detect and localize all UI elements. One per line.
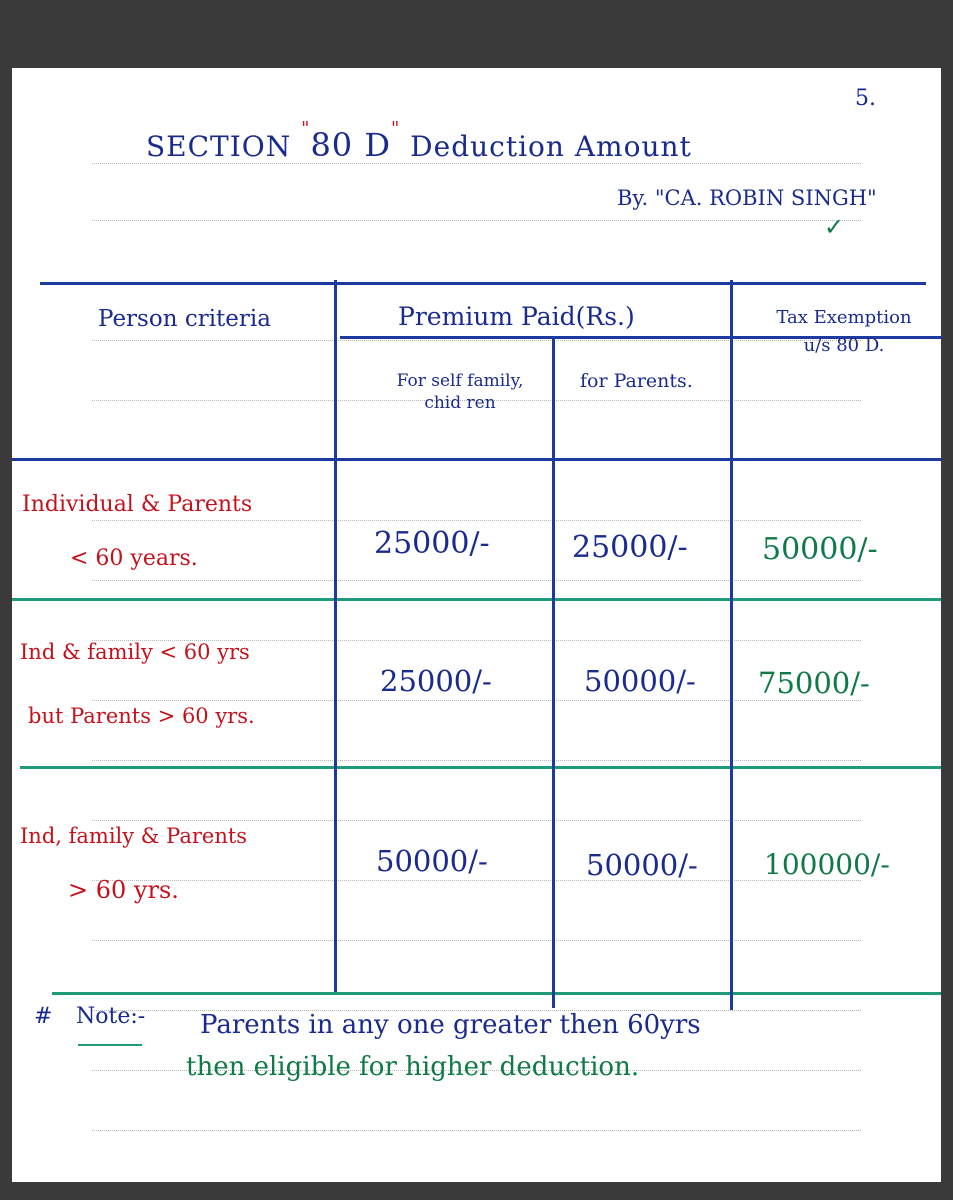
col-divider-1 bbox=[334, 280, 337, 992]
col-divider-2 bbox=[552, 336, 555, 1008]
col-divider-3 bbox=[730, 280, 733, 1010]
row1-self-amount: 25000/- bbox=[374, 526, 490, 561]
page-number: 5. bbox=[855, 86, 876, 111]
title-section-code: 80 D bbox=[310, 126, 391, 164]
note-line-2: then eligible for higher deduction. bbox=[186, 1052, 640, 1082]
row3-parents-amount: 50000/- bbox=[586, 848, 698, 882]
page-title: SECTION "80 D" Deduction Amount bbox=[146, 118, 692, 164]
row3-self-amount: 50000/- bbox=[376, 844, 488, 878]
header-tax-exemption: Tax Exemption u/s 80 D. bbox=[776, 307, 912, 356]
header-parents: for Parents. bbox=[580, 370, 693, 392]
note-underline bbox=[78, 1044, 142, 1046]
table-bottom-rule bbox=[52, 992, 941, 995]
note-marker: # bbox=[34, 1004, 53, 1029]
row2-parents-amount: 50000/- bbox=[584, 664, 696, 698]
title-rest: Deduction Amount bbox=[410, 130, 692, 163]
row1-criteria-line1: Individual & Parents bbox=[22, 492, 253, 517]
row2-criteria-line1: Ind & family < 60 yrs bbox=[20, 640, 250, 664]
row2-self-amount: 25000/- bbox=[380, 664, 492, 698]
header-person-criteria: Person criteria bbox=[98, 306, 271, 332]
row3-exemption-amount: 100000/- bbox=[764, 848, 890, 881]
row1-parents-amount: 25000/- bbox=[572, 530, 688, 565]
row3-criteria-line2: > 60 yrs. bbox=[68, 876, 179, 904]
header-self-family: For self family, chid ren bbox=[396, 371, 524, 413]
note-label: Note:- bbox=[76, 1004, 146, 1029]
row2-exemption-amount: 75000/- bbox=[758, 666, 870, 700]
author-byline: By. "CA. ROBIN SINGH" bbox=[617, 186, 877, 210]
note-line-1: Parents in any one greater then 60yrs bbox=[200, 1010, 701, 1040]
check-mark-icon: ✓ bbox=[824, 213, 845, 241]
notebook-page bbox=[12, 68, 941, 1182]
row1-exemption-amount: 50000/- bbox=[762, 532, 878, 567]
header-premium-paid: Premium Paid(Rs.) bbox=[398, 302, 635, 331]
title-section-label: SECTION bbox=[146, 130, 292, 163]
row3-criteria-line1: Ind, family & Parents bbox=[20, 824, 248, 848]
row-divider-1 bbox=[12, 598, 941, 601]
table-top-rule bbox=[40, 282, 926, 285]
row2-criteria-line2: but Parents > 60 yrs. bbox=[28, 704, 255, 728]
row-divider-2 bbox=[20, 766, 941, 769]
row1-criteria-line2: < 60 years. bbox=[70, 546, 198, 571]
header-bottom-rule bbox=[12, 458, 941, 461]
